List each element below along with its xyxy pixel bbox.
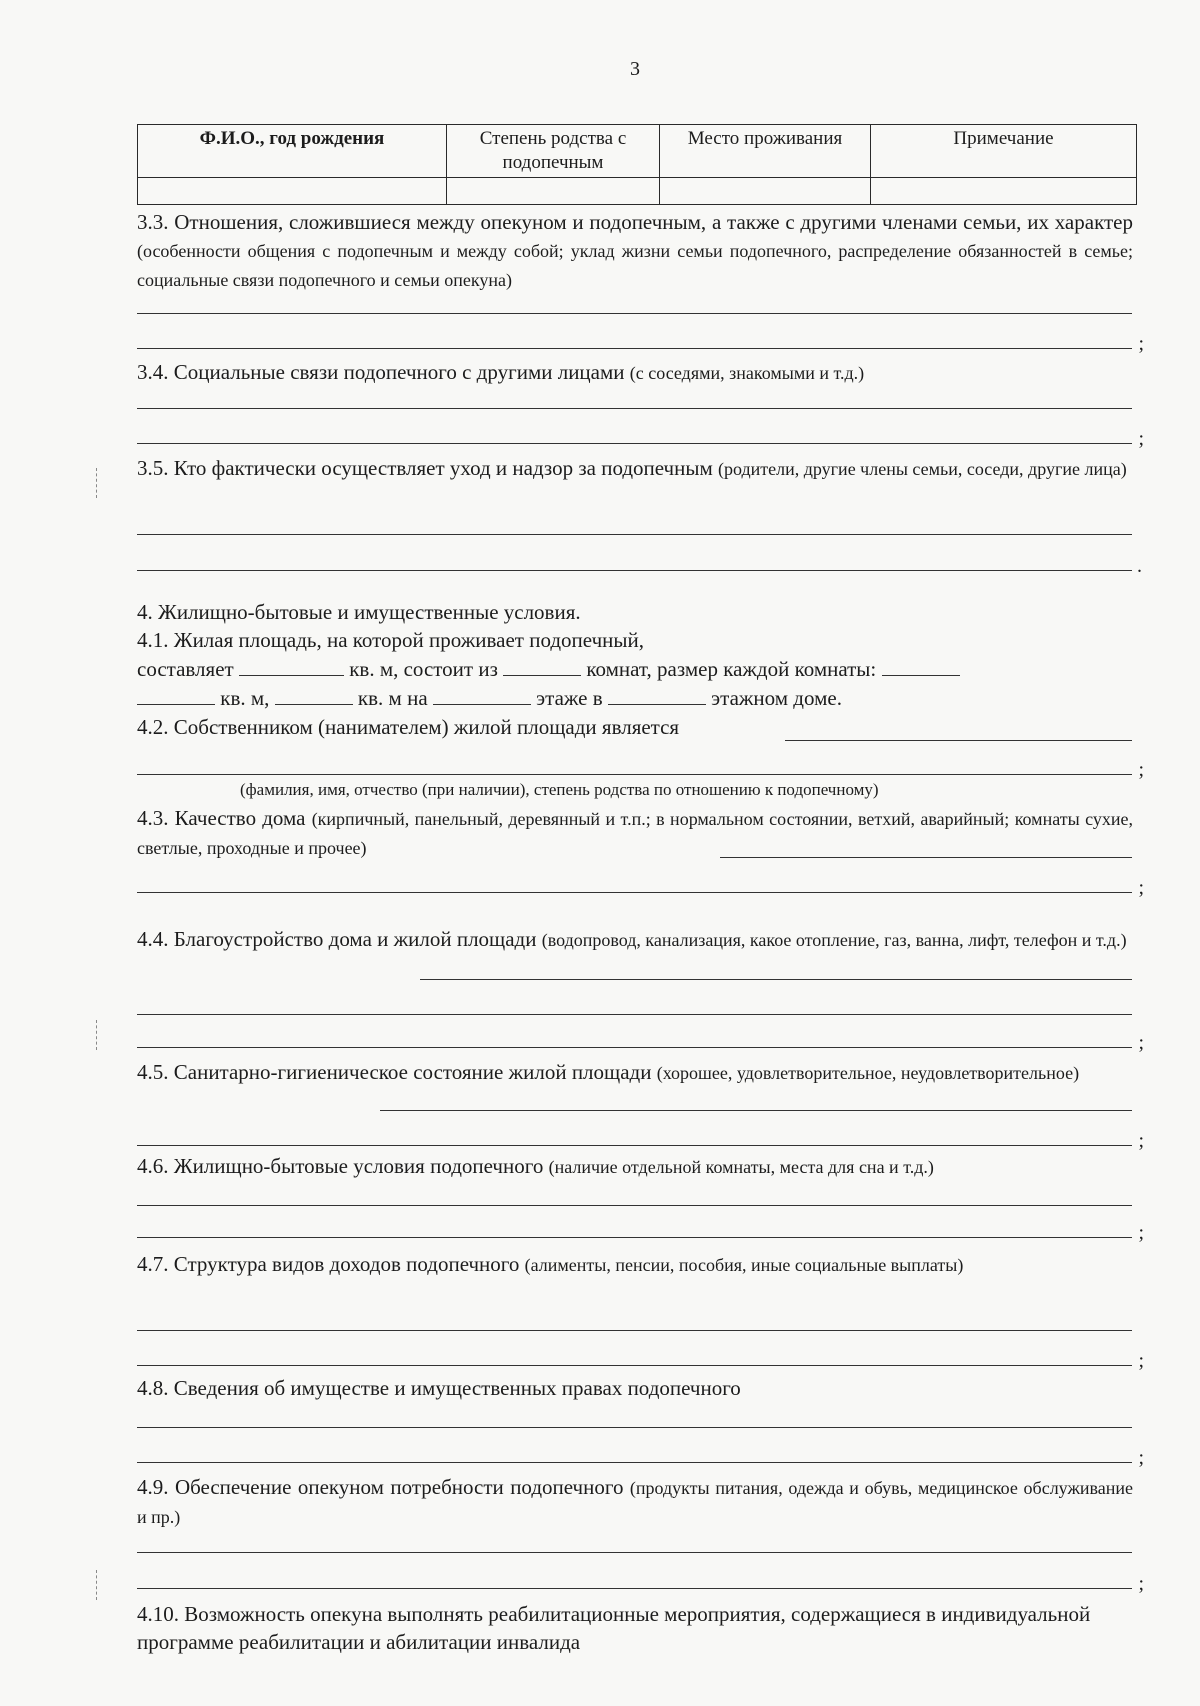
answer-line[interactable] (137, 1047, 1132, 1048)
answer-line[interactable] (137, 408, 1132, 409)
section-title: 4.7. Структура видов доходов подопечного (137, 1252, 520, 1276)
answer-line[interactable] (137, 1462, 1132, 1463)
section-4-8 (137, 1374, 1133, 1402)
section-4-2 (137, 713, 1133, 741)
section-detail: (наличие отдельной комнаты, места для сна и т.д.) (548, 1157, 934, 1177)
relatives-table (137, 124, 1137, 205)
section-title: 4.9. Обеспечение опекуном потребности подопечного (137, 1475, 624, 1499)
table-cell[interactable] (447, 178, 660, 205)
section-detail: (алименты, пенсии, пособия, иные социальные выплаты) (524, 1255, 964, 1275)
answer-line[interactable] (720, 857, 1132, 858)
section-4-title: 4. Жилищно-бытовые и имущественные условия. (137, 600, 581, 624)
margin-mark (96, 1570, 97, 1600)
table-header-relation: Степень родства с подопечным (447, 125, 660, 178)
section-4-10 (137, 1600, 1133, 1656)
section-detail: (с соседями, знакомыми и т.д.) (629, 363, 865, 383)
table-header-note: Примечание (871, 125, 1137, 178)
answer-line[interactable] (420, 979, 1132, 980)
section-title: 4.3. Качество дома (137, 806, 306, 830)
section-title: 3.5. Кто фактически осуществляет уход и надзор за подопечным (137, 456, 713, 480)
section-4-1-line1: 4.1. Жилая площадь, на которой проживает подопечный, (137, 628, 644, 652)
room-size-field-1[interactable] (882, 657, 960, 676)
margin-mark (96, 468, 97, 498)
table-cell[interactable] (660, 178, 871, 205)
section-title: 4.5. Санитарно-гигиеническое состояние жилой площади (137, 1060, 652, 1084)
answer-line[interactable] (137, 774, 1132, 775)
margin-mark (96, 1020, 97, 1050)
answer-line[interactable] (137, 1237, 1132, 1238)
rooms-field[interactable] (503, 657, 581, 676)
section-title: 4.4. Благоустройство дома и жилой площади (137, 927, 537, 951)
owner-note: (фамилия, имя, отчество (при наличии), степень родства по отношению к подопечному) (240, 780, 879, 799)
section-detail: (родители, другие члены семьи, соседи, другие лица) (718, 459, 1127, 479)
room-size-field-2[interactable] (137, 686, 215, 705)
floor-field[interactable] (433, 686, 531, 705)
section-detail: (кирпичный, панельный, деревянный и т.п.; в нормальном состоянии, ветхий, аварийный; комнаты сухие, светлые, проходные и прочее) (137, 809, 1133, 858)
section-title: 4.8. Сведения об имуществе и имущественных правах подопечного (137, 1376, 741, 1400)
answer-line[interactable] (137, 1330, 1132, 1331)
room-size-field-3[interactable] (275, 686, 353, 705)
answer-line[interactable] (137, 1205, 1132, 1206)
table-cell[interactable] (138, 178, 447, 205)
answer-line[interactable] (137, 348, 1132, 349)
section-3-3 (137, 208, 1133, 294)
section-4-5 (137, 1058, 1133, 1087)
section-detail: (особенности общения с подопечным и между собой; уклад жизни семьи подопечного, распределение обязанностей в семье; социальные связи подопечного и семьи опекуна) (137, 241, 1133, 290)
section-detail: (продукты питания, одежда и обувь, медицинское обслуживание и пр.) (137, 1478, 1134, 1527)
section-detail: (хорошее, удовлетворительное, неудовлетворительное) (656, 1063, 1080, 1083)
answer-line[interactable] (380, 1110, 1132, 1111)
area-field[interactable] (239, 657, 344, 676)
answer-line[interactable] (137, 1588, 1132, 1589)
answer-line[interactable] (137, 313, 1132, 314)
answer-line[interactable] (785, 740, 1132, 741)
section-4-7 (137, 1250, 1133, 1279)
answer-line[interactable] (137, 1014, 1132, 1015)
answer-line[interactable] (137, 570, 1132, 571)
section-detail: (водопровод, канализация, какое отопление, газ, ванна, лифт, телефон и т.д.) (541, 930, 1127, 950)
answer-line[interactable] (137, 443, 1132, 444)
section-4-4 (137, 925, 1133, 954)
answer-line[interactable] (137, 1365, 1132, 1366)
answer-line[interactable] (137, 1427, 1132, 1428)
section-4-3 (137, 804, 1133, 862)
section-4-9 (137, 1473, 1133, 1531)
section-title: 3.4. Социальные связи подопечного с другими лицами (137, 360, 625, 384)
answer-line[interactable] (137, 534, 1132, 535)
section-4-6 (137, 1152, 1133, 1181)
page-number: 3 (630, 58, 640, 80)
table-cell[interactable] (871, 178, 1137, 205)
table-header-name: Ф.И.О., год рождения (138, 125, 447, 178)
table-header-residence: Место проживания (660, 125, 871, 178)
section-4-1-line3: кв. м, кв. м на этаже в этажном доме. (137, 684, 1133, 712)
answer-line[interactable] (137, 1145, 1132, 1146)
section-title: 4.10. Возможность опекуна выполнять реабилитационные мероприятия, содержащиеся в индивидуальной программе реабилитации и абилитации инвалида (137, 1602, 1091, 1654)
answer-line[interactable] (137, 892, 1132, 893)
section-3-5 (137, 454, 1133, 483)
section-4-1-line2: составляет кв. м, состоит из комнат, размер каждой комнаты: (137, 655, 1133, 683)
floors-total-field[interactable] (608, 686, 706, 705)
answer-line[interactable] (137, 1552, 1132, 1553)
table-row (138, 178, 1137, 205)
section-3-4 (137, 358, 1133, 387)
section-title: 4.2. Собственником (нанимателем) жилой площади является (137, 715, 680, 739)
section-title: 4.6. Жилищно-бытовые условия подопечного (137, 1154, 544, 1178)
section-title: 3.3. Отношения, сложившиеся между опекуном и подопечным, а также с другими членами семьи, их характер (137, 210, 1133, 234)
